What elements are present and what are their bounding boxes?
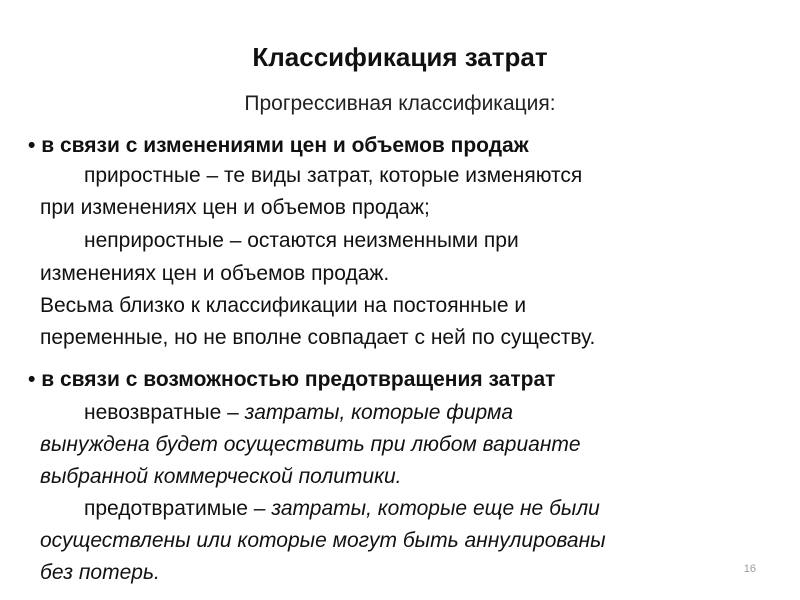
section2-line: вынуждена будет осуществить при любом варианте bbox=[40, 433, 581, 456]
section1-line: при изменениях цен и объемов продаж; bbox=[40, 196, 430, 219]
item2-term: предотвратимые – bbox=[84, 497, 272, 520]
section1-line: неприростные – остаются неизменными при bbox=[84, 229, 519, 252]
section1-heading: в связи с изменениями цен и объемов продаж bbox=[41, 134, 529, 157]
section1-line: изменениях цен и объемов продаж. bbox=[40, 262, 390, 285]
item1-definition: затраты, которые фирма bbox=[244, 401, 514, 424]
section1-line: приростные – те виды затрат, которые изменяются bbox=[84, 164, 583, 187]
section2-heading: в связи с возможностью предотвращения затрат bbox=[41, 368, 556, 391]
item2-definition: затраты, которые еще не были bbox=[271, 497, 600, 520]
section1-line: переменные, но не вполне совпадает с ней по существу. bbox=[40, 326, 596, 349]
slide-title: Классификация затрат bbox=[252, 42, 548, 72]
page-number: 16 bbox=[743, 563, 756, 575]
section2-line: выбранной коммерческой политики. bbox=[40, 465, 402, 488]
section2-heading-line bbox=[28, 367, 555, 393]
section2-line: без потерь. bbox=[40, 561, 160, 584]
item1-term: невозвратные – bbox=[84, 401, 245, 424]
bullet-icon: • bbox=[28, 134, 36, 157]
section1-line: Весьма близко к классификации на постоянные и bbox=[40, 294, 527, 317]
bullet-icon: • bbox=[28, 368, 36, 391]
section2-line: осуществлены или которые могут быть аннулированы bbox=[40, 529, 606, 552]
section2-item2-line bbox=[84, 496, 600, 522]
slide-subtitle: Прогрессивная классификация: bbox=[244, 92, 556, 115]
section2-item1-line bbox=[84, 400, 513, 426]
section1-heading-line bbox=[28, 133, 529, 159]
